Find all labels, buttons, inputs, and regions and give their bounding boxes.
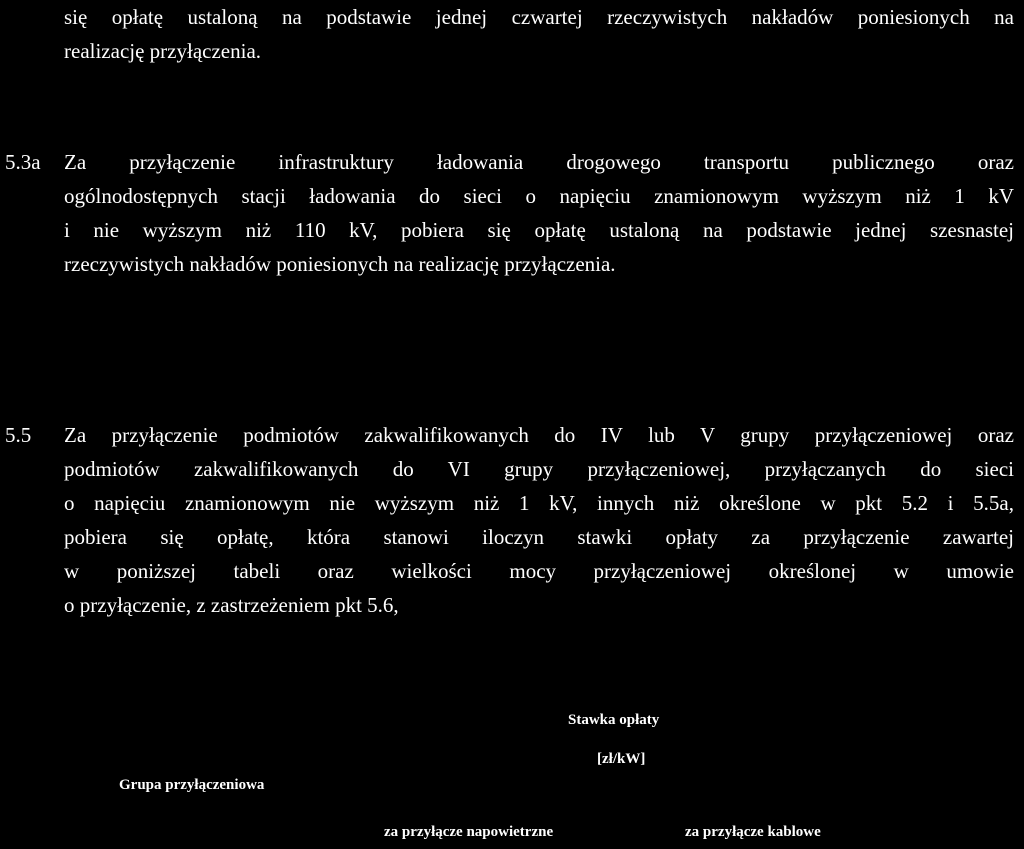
section-5-3a-number: 5.3a (5, 150, 41, 174)
section-5-5-line-3: o napięciu znamionowym nie wyższym niż 1 kV, innych niż określone w pkt 5.2 i 5.5a, (64, 491, 1014, 515)
section-5-5-line-2: podmiotów zakwalifikowanych do VI grupy przyłączeniowej, przyłączanych do sieci (64, 457, 1014, 481)
intro-paragraph (64, 0, 1014, 68)
section-5-5-line-5: w poniższej tabeli oraz wielkości mocy przyłączeniowej określonej w umowie (64, 559, 1014, 583)
section-5-5-line-6: o przyłączenie, z zastrzeżeniem pkt 5.6, (64, 593, 399, 617)
section-5-3a-line-2: ogólnodostępnych stacji ładowania do sieci o napięciu znamionowym wyższym niż 1 kV (64, 184, 1014, 208)
rate-unit: [zł/kW] (597, 751, 646, 767)
intro-line-2: realizację przyłączenia. (64, 39, 262, 63)
section-5-3a-line-3: i nie wyższym niż 110 kV, pobiera się opłatę ustaloną na podstawie jednej szesnastej (64, 218, 1014, 242)
section-5-5-line-4: pobiera się opłatę, która stanowi iloczyn stawki opłaty za przyłączenie zawartej (64, 525, 1014, 549)
cable-connection-header: za przyłącze kablowe (685, 824, 821, 840)
group-header: Grupa przyłączeniowa (119, 777, 265, 793)
section-5-5-line-1: Za przyłączenie podmiotów zakwalifikowanych do IV lub V grupy przyłączeniowej oraz (64, 423, 1014, 447)
section-5-5-paragraph (64, 418, 1014, 622)
section-5-3a-line-1: Za przyłączenie infrastruktury ładowania drogowego transportu publicznego oraz (64, 150, 1014, 174)
section-5-3a-line-4: rzeczywistych nakładów poniesionych na realizację przyłączenia. (64, 252, 616, 276)
intro-line-1: się opłatę ustaloną na podstawie jednej czwartej rzeczywistych nakładów poniesionych na (64, 5, 1014, 29)
section-5-5-number: 5.5 (5, 423, 32, 447)
rate-header: Stawka opłaty (568, 712, 660, 728)
overhead-connection-header: za przyłącze napowietrzne (384, 824, 554, 840)
section-5-3a-paragraph (64, 145, 1014, 281)
